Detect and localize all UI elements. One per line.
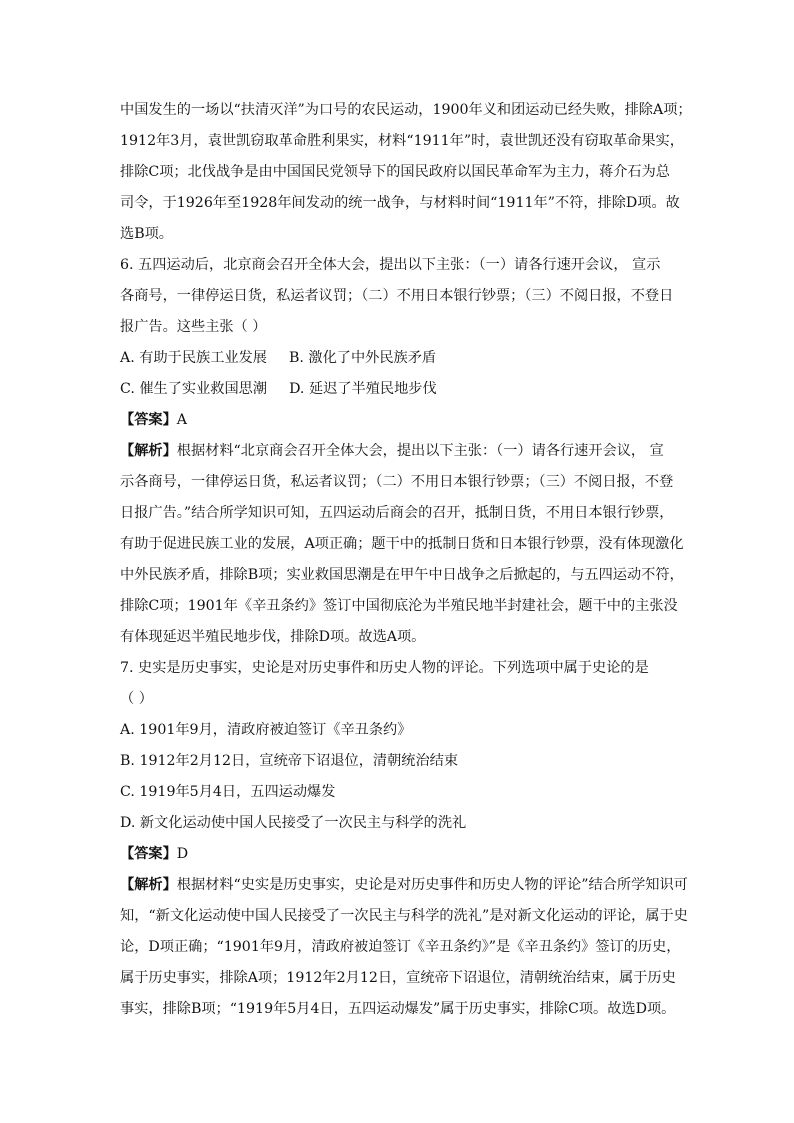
question-7-analysis-line: 属于历史事实，排除A项；1912年2月12日，宣统帝下诏退位，清朝统治结束，属于历史 xyxy=(120,970,676,986)
text-line: 排除C项；北伐战争是由中国国民党领导下的国民政府以国民革命军为主力，蒋介石为总 xyxy=(120,164,670,180)
option-b: B. 激化了中外民族矛盾 xyxy=(288,350,437,366)
question-7-blank: （ ） xyxy=(120,691,153,707)
answer-value: A xyxy=(176,412,188,428)
question-6-options-row-1 xyxy=(120,343,680,374)
option-c: C. 催生了实业救国思潮 xyxy=(120,381,268,397)
option-a: A. 有助于民族工业发展 xyxy=(120,350,267,366)
question-7-analysis-line: 论，D项正确；“1901年9月，清政府被迫签订《辛丑条约》”是《辛丑条约》签订的历史， xyxy=(120,939,681,955)
text-line: 中国发生的一场以“扶清灭洋”为口号的农民运动，1900年义和团运动已经失败，排除A项； xyxy=(120,102,692,118)
question-7-option-d: D. 新文化运动使中国人民接受了一次民主与科学的洗礼 xyxy=(120,815,467,831)
question-6-analysis-line: 有体现延迟半殖民地步伐，排除D项。故选A项。 xyxy=(120,629,426,645)
question-6-analysis-line: 有助于促进民族工业的发展，A项正确；题干中的抵制日货和日本银行钞票，没有体现激化 xyxy=(120,536,684,552)
question-6-stem-line: 报广告。这些主张（ ） xyxy=(120,319,267,335)
analysis-text: 根据材料“北京商会召开全体大会，提出以下主张：（一）请各行速开会议， 宣 xyxy=(176,443,664,459)
document-body xyxy=(120,95,692,1025)
question-6-answer xyxy=(120,405,680,436)
answer-label: 【答案】 xyxy=(120,412,177,428)
question-7-analysis-line: 事实，排除B项；“1919年5月4日，五四运动爆发”属于历史事实，排除C项。故选D项。 xyxy=(120,1001,676,1017)
question-7-analysis-line: 知，“新文化运动使中国人民接受了一次民主与科学的洗礼”是对新文化运动的评论，属于史 xyxy=(120,908,688,924)
question-7-analysis-line xyxy=(120,870,688,901)
question-7-option-c: C. 1919年5月4日，五四运动爆发 xyxy=(120,784,336,800)
question-6-analysis-line: 日报广告。”结合所学知识可知，五四运动后商会的召开，抵制日货，不用日本银行钞票， xyxy=(120,505,674,521)
question-6-stem-line: 各商号，一律停运日货，私运者议罚；（二）不用日本银行钞票；（三）不阅日报，不登日 xyxy=(120,288,674,304)
question-6-analysis-line: 排除C项；1901年《辛丑条约》签订中国彻底沦为半殖民地半封建社会，题干中的主张没 xyxy=(120,598,678,614)
answer-label: 【答案】 xyxy=(120,846,177,862)
question-6-analysis-line: 示各商号，一律停运日货，私运者议罚；（二）不用日本银行钞票；（三）不阅日报，不登 xyxy=(120,474,674,490)
question-7-option-a: A. 1901年9月，清政府被迫签订《辛丑条约》 xyxy=(120,722,412,738)
analysis-label: 【解析】 xyxy=(120,877,177,893)
question-6-stem-line: 6. 五四运动后，北京商会召开全体大会，提出以下主张：（一）请各行速开会议， 宣示 xyxy=(120,257,661,273)
text-line: 1912年3月，袁世凯窃取革命胜利果实，材料“1911年”时，袁世凯还没有窃取革命果实， xyxy=(120,133,684,149)
question-6-analysis-line xyxy=(120,436,680,467)
analysis-label: 【解析】 xyxy=(120,443,177,459)
text-line: 司令，于1926年至1928年间发动的统一战争，与材料时间“1911年”不符，排除D项。故 xyxy=(120,195,680,211)
question-6-options-row-2 xyxy=(120,374,680,405)
question-6-analysis-line: 中外民族矛盾，排除B项；实业救国思潮是在甲午中日战争之后掀起的，与五四运动不符， xyxy=(120,567,684,583)
analysis-text: 根据材料“史实是历史事实，史论是对历史事件和历史人物的评论”结合所学知识可 xyxy=(176,877,688,893)
question-7-option-b: B. 1912年2月12日，宣统帝下诏退位，清朝统治结束 xyxy=(120,753,459,769)
option-d: D. 延迟了半殖民地步伐 xyxy=(289,381,437,397)
answer-value: D xyxy=(176,846,189,862)
question-7-answer xyxy=(120,839,680,870)
text-line: 选B项。 xyxy=(120,226,173,242)
question-7-stem-line: 7. 史实是历史事实，史论是对历史事件和历史人物的评论。下列选项中属于史论的是 xyxy=(120,660,649,676)
